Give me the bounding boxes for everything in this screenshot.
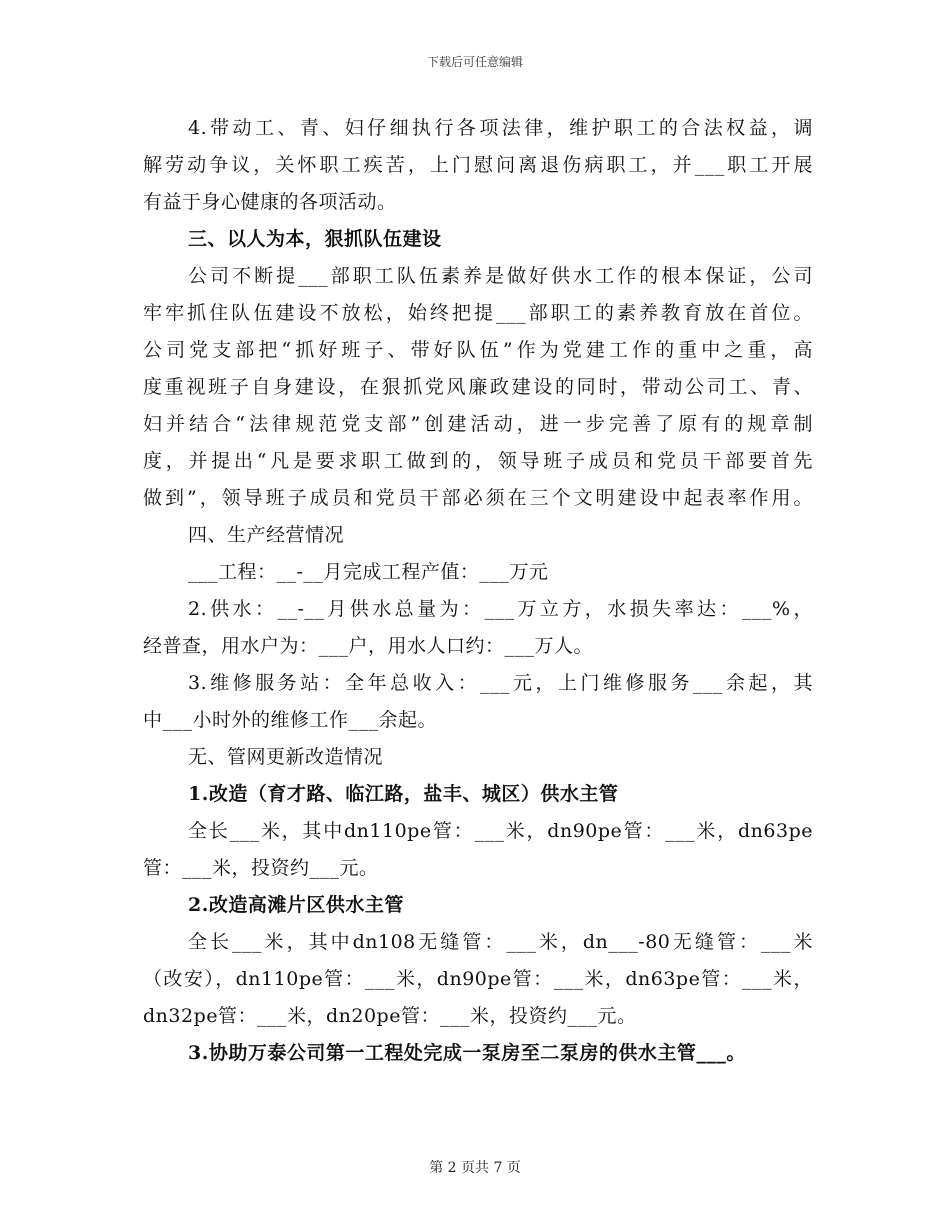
paragraph-line: 做到”，领导班子成员和党员干部必须在三个文明建设中起表率作用。 [143, 487, 813, 509]
subsection-heading: 3.协助万泰公司第一工程处完成一泵房至二泵房的供水主管___。 [188, 1042, 746, 1064]
paragraph-line: 中___小时外的维修工作___余起。 [143, 709, 438, 731]
section-heading: 四、生产经营情况 [188, 524, 345, 546]
paragraph-line: ___工程：__-__月完成工程产值：___万元 [188, 561, 549, 583]
paragraph-line: dn32pe管：___米，dn20pe管：___米，投资约___元。 [143, 1005, 637, 1027]
paragraph-line: 经普查，用水户为：___户，用水人口约：___万人。 [143, 635, 594, 657]
section-heading: 无、管网更新改造情况 [188, 746, 384, 768]
paragraph-line: 有益于身心健康的各项活动。 [143, 191, 397, 213]
paragraph-line: 4.带动工、青、妇仔细执行各项法律，维护职工的合法权益，调 [188, 117, 813, 139]
paragraph-line: （改安），dn110pe管：___米，dn90pe管：___米，dn63pe管：___米， [143, 968, 813, 990]
paragraph-line: 解劳动争议，关怀职工疾苦，上门慰问离退伤病职工，并___职工开展 [143, 154, 813, 176]
paragraph-line: 全长___米，其中dn110pe管：___米，dn90pe管：___米，dn63pe [188, 820, 813, 842]
paragraph-line: 妇并结合“法律规范党支部”创建活动，进一步完善了原有的规章制 [143, 413, 813, 435]
paragraph-line: 度，并提出“凡是要求职工做到的，领导班子成员和党员干部要首先 [143, 450, 813, 472]
page-header: 下载后可任意编辑 [426, 55, 523, 69]
paragraph-line: 度重视班子自身建设，在狠抓党风廉政建设的同时，带动公司工、青、 [143, 376, 813, 398]
paragraph-line: 公司党支部把“抓好班子、带好队伍”作为党建工作的重中之重，高 [143, 339, 813, 361]
paragraph-line: 3.维修服务站：全年总收入：___元，上门维修服务___余起，其 [188, 672, 813, 694]
paragraph-line: 全长___米，其中dn108无缝管：___米，dn___-80无缝管：___米 [188, 931, 813, 953]
paragraph-line: 2.供水：__-__月供水总量为：___万立方，水损失率达：___%， [188, 598, 813, 620]
section-heading: 三、以人为本，狠抓队伍建设 [188, 228, 442, 250]
paragraph-line: 管：___米，投资约___元。 [143, 857, 379, 879]
paragraph-line: 牢牢抓住队伍建设不放松，始终把提___部职工的素养教育放在首位。 [143, 302, 813, 324]
paragraph-line: 公司不断提___部职工队伍素养是做好供水工作的根本保证，公司 [188, 265, 813, 287]
subsection-heading: 1.改造（育才路、临江路，盐丰、城区）供水主管 [188, 783, 619, 805]
subsection-heading: 2.改造高滩片区供水主管 [188, 894, 404, 916]
page-footer: 第 2 页共 7 页 [429, 1160, 521, 1176]
